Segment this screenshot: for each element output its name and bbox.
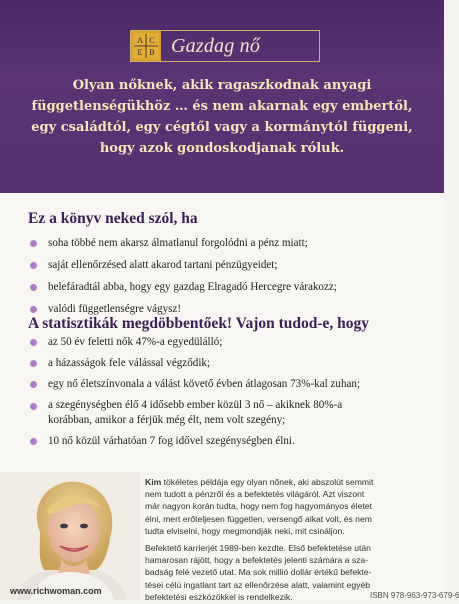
intro-line: hogy azok gondoskodjanak róluk. <box>99 141 345 156</box>
isbn-label: ISBN 978-963-973-679-6 <box>370 591 459 600</box>
list-item: belefáradtál abba, hogy egy gazdag Elragadó Hercegre várakozz; <box>26 276 428 298</box>
bullet-icon <box>30 360 37 367</box>
list-item: valódi függetlenségre vágysz! <box>26 298 428 320</box>
bio-line: élni, mert erőteljesen független, versengő alkat volt, és nem <box>145 513 372 524</box>
svg-text:E: E <box>137 48 143 57</box>
bio-line: badság felé vezető utat. Ma sok millió dollár értékű befekte- <box>145 567 372 578</box>
list-item: a szegénységben élő 4 idősebb ember közül 3 nő – akiknek 80%-a korábban, amikor a férjük még élt, nem volt szegény; <box>26 395 428 431</box>
bio-line: nem tudott a pénzről és a befektetés világáról. Azt viszont <box>145 489 365 500</box>
statistics-list <box>26 332 428 452</box>
bullet-icon <box>30 262 37 269</box>
list-item: a házasságok fele válással végződik; <box>26 353 428 374</box>
bullet-icon <box>30 306 37 313</box>
svg-text:C: C <box>149 36 155 45</box>
bullet-icon <box>30 240 37 247</box>
list-item: 10 nő közül várhatóan 7 fog idővel szegénységben élni. <box>26 431 428 452</box>
author-bio <box>145 476 435 603</box>
svg-text:A: A <box>137 36 143 45</box>
bio-first-line: Kim tökéletes példája egy olyan nőnek, aki abszolút semmit <box>145 477 374 487</box>
bio-line: hamarosan rájött, hogy a befektetés jelenti számára a sza- <box>145 555 369 566</box>
author-name: Kim <box>145 477 162 487</box>
bullet-icon <box>30 381 37 388</box>
list-item: saját ellenőrzésed alatt akarod tartani pénzügyeidet; <box>26 254 428 276</box>
header-band <box>0 0 444 193</box>
intro-text <box>22 75 422 159</box>
bio-line: Befektető karrierjét 1989-ben kezdte. Első befektetése után <box>145 543 371 554</box>
website-url: www.richwoman.com <box>10 586 102 596</box>
bio-line: tései célú ingatlant tart az ellenőrzése alatt, valamint egyéb <box>145 579 370 590</box>
intro-line: Olyan nőknek, akik ragaszkodnak anyagi <box>72 78 372 93</box>
author-photo <box>0 472 140 600</box>
section-heading-audience: Ez a könyv neked szól, ha <box>28 210 198 227</box>
bio-line: tudta elviselni, hogy megmondják neki, mit csináljon. <box>145 525 345 536</box>
bullet-icon <box>30 284 37 291</box>
audience-list <box>26 232 428 320</box>
series-title: Gazdag nő <box>171 34 261 57</box>
intro-line: egy családtól, egy cégtől vagy a kormánytól függeni, <box>31 120 413 135</box>
list-item: az 50 év feletti nők 47%-a egyedülálló; <box>26 332 428 353</box>
svg-text:B: B <box>149 48 155 57</box>
bullet-icon <box>30 339 37 346</box>
section-heading-statistics: A statisztikák megdöbbentőek! Vajon tudod-e, hogy <box>28 315 370 332</box>
bullet-icon <box>30 438 37 445</box>
list-item: soha többé nem akarsz álmatlanul forgolódni a pénz miatt; <box>26 232 428 254</box>
bullet-icon <box>30 403 37 410</box>
intro-line: függetlenségükhöz … és nem akarnak egy embertől, <box>31 99 413 114</box>
bio-line: már nagyon korán tudta, hogy nem fog hagyományos életet <box>145 501 372 512</box>
bio-line: befektetési eszközökkel is rendelkezik. <box>145 591 293 602</box>
series-logo <box>130 30 320 62</box>
list-item: egy nő életszínvonala a válást követő évben átlagosan 73%-kal zuhan; <box>26 374 428 395</box>
logo-emblem-icon <box>131 31 161 61</box>
